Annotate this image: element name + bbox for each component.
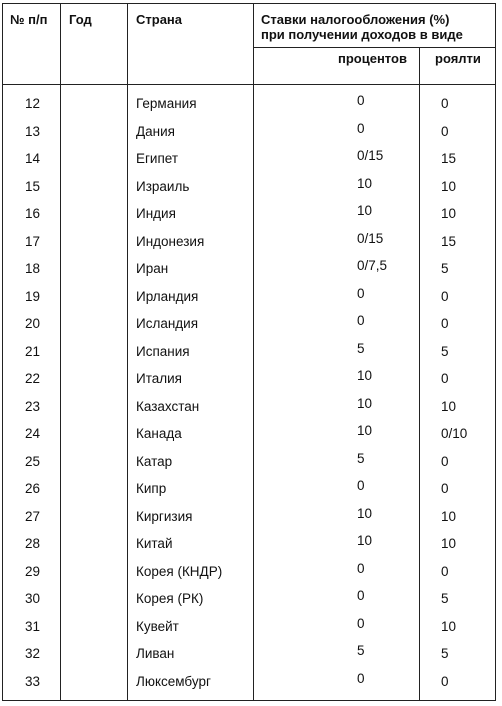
row-interest: 10: [357, 505, 373, 521]
row-royalty: 10: [441, 178, 457, 194]
subheader-divider: [253, 47, 496, 48]
row-royalty: 5: [441, 261, 449, 276]
row-num: 12: [25, 96, 41, 111]
row-country: Киргизия: [136, 508, 193, 524]
row-num: 17: [25, 233, 41, 249]
row-country: Канада: [136, 426, 182, 441]
table-top-border: [2, 3, 496, 4]
row-country: Корея (КНДР): [136, 563, 223, 579]
row-country: Кипр: [136, 481, 167, 496]
header-interest: процентов: [338, 51, 407, 66]
row-interest: 0: [357, 285, 365, 301]
row-interest: 0/7,5: [357, 258, 388, 273]
row-royalty: 10: [441, 398, 457, 414]
row-country: Китай: [136, 536, 173, 551]
row-country: Катар: [136, 453, 173, 469]
row-royalty: 10: [441, 618, 457, 634]
row-interest: 0: [357, 93, 365, 108]
row-interest: 0: [357, 560, 365, 576]
row-num: 27: [25, 508, 41, 524]
row-interest: 0: [357, 588, 365, 603]
header-rates-line1: Ставки налогообложения (%): [261, 12, 450, 27]
table-left-border: [2, 3, 3, 701]
row-royalty: 15: [441, 151, 457, 166]
row-num: 22: [25, 371, 41, 386]
row-country: Люксембург: [136, 673, 211, 689]
row-country: Ливан: [136, 646, 175, 661]
header-year: Год: [69, 12, 92, 27]
row-royalty: 15: [441, 233, 457, 249]
row-royalty: 0: [441, 288, 449, 304]
row-interest: 10: [357, 203, 373, 218]
row-num: 30: [25, 591, 41, 606]
row-interest: 0: [357, 615, 365, 631]
col-divider-year-country: [127, 3, 128, 701]
row-interest: 5: [357, 340, 365, 356]
row-num: 33: [25, 673, 41, 689]
row-country: Израиль: [136, 178, 190, 194]
row-royalty: 5: [441, 343, 449, 359]
row-royalty: 0: [441, 481, 449, 496]
row-country: Индонезия: [136, 233, 205, 249]
row-royalty: 10: [441, 508, 457, 524]
row-num: 19: [25, 288, 41, 304]
row-interest: 10: [357, 175, 373, 191]
row-country: Испания: [136, 343, 190, 359]
row-royalty: 0: [441, 673, 449, 689]
row-interest: 0: [357, 313, 365, 328]
col-divider-country-rates: [253, 3, 254, 701]
row-country: Италия: [136, 371, 182, 386]
row-country: Германия: [136, 96, 197, 111]
row-royalty: 10: [441, 536, 457, 551]
header-bottom-border: [2, 84, 496, 85]
row-interest: 0/15: [357, 148, 384, 163]
row-interest: 10: [357, 395, 373, 411]
row-num: 26: [25, 481, 41, 496]
row-royalty: 10: [441, 206, 457, 221]
row-num: 18: [25, 261, 41, 276]
row-country: Ирландия: [136, 288, 199, 304]
row-num: 32: [25, 646, 41, 661]
header-rates-line2: при получении доходов в виде: [261, 27, 463, 42]
row-royalty: 5: [441, 646, 449, 661]
row-num: 31: [25, 618, 41, 634]
row-royalty: 0: [441, 316, 449, 331]
row-num: 14: [25, 151, 41, 166]
row-num: 24: [25, 426, 41, 441]
row-interest: 5: [357, 643, 365, 658]
row-interest: 10: [357, 368, 373, 383]
header-royalty: роялти: [435, 51, 481, 66]
row-royalty: 0/10: [441, 426, 468, 441]
row-num: 16: [25, 206, 41, 221]
row-country: Египет: [136, 151, 179, 166]
row-num: 23: [25, 398, 41, 414]
row-num: 15: [25, 178, 41, 194]
col-divider-num-year: [60, 3, 61, 701]
row-interest: 0: [357, 670, 365, 686]
table-bottom-border: [2, 700, 496, 701]
row-interest: 0/15: [357, 230, 384, 246]
row-interest: 5: [357, 450, 365, 466]
row-interest: 10: [357, 533, 373, 548]
header-country: Страна: [136, 12, 183, 27]
row-interest: 0: [357, 120, 365, 136]
row-royalty: 0: [441, 563, 449, 579]
row-country: Корея (РК): [136, 591, 204, 606]
row-num: 20: [25, 316, 41, 331]
row-country: Дания: [136, 123, 175, 139]
row-country: Исландия: [136, 316, 199, 331]
row-royalty: 0: [441, 371, 449, 386]
row-num: 25: [25, 453, 41, 469]
row-country: Казахстан: [136, 398, 200, 414]
row-country: Кувейт: [136, 618, 179, 634]
row-country: Индия: [136, 206, 176, 221]
col-divider-interest-royalty: [419, 47, 420, 701]
row-royalty: 0: [441, 123, 449, 139]
row-royalty: 0: [441, 96, 449, 111]
row-num: 29: [25, 563, 41, 579]
row-num: 28: [25, 536, 41, 551]
row-interest: 0: [357, 478, 365, 493]
row-interest: 10: [357, 423, 373, 438]
row-num: 13: [25, 123, 41, 139]
header-num: № п/п: [10, 12, 48, 27]
row-royalty: 5: [441, 591, 449, 606]
row-royalty: 0: [441, 453, 449, 469]
table-right-border: [495, 3, 496, 701]
row-num: 21: [25, 343, 41, 359]
row-country: Иран: [136, 261, 169, 276]
